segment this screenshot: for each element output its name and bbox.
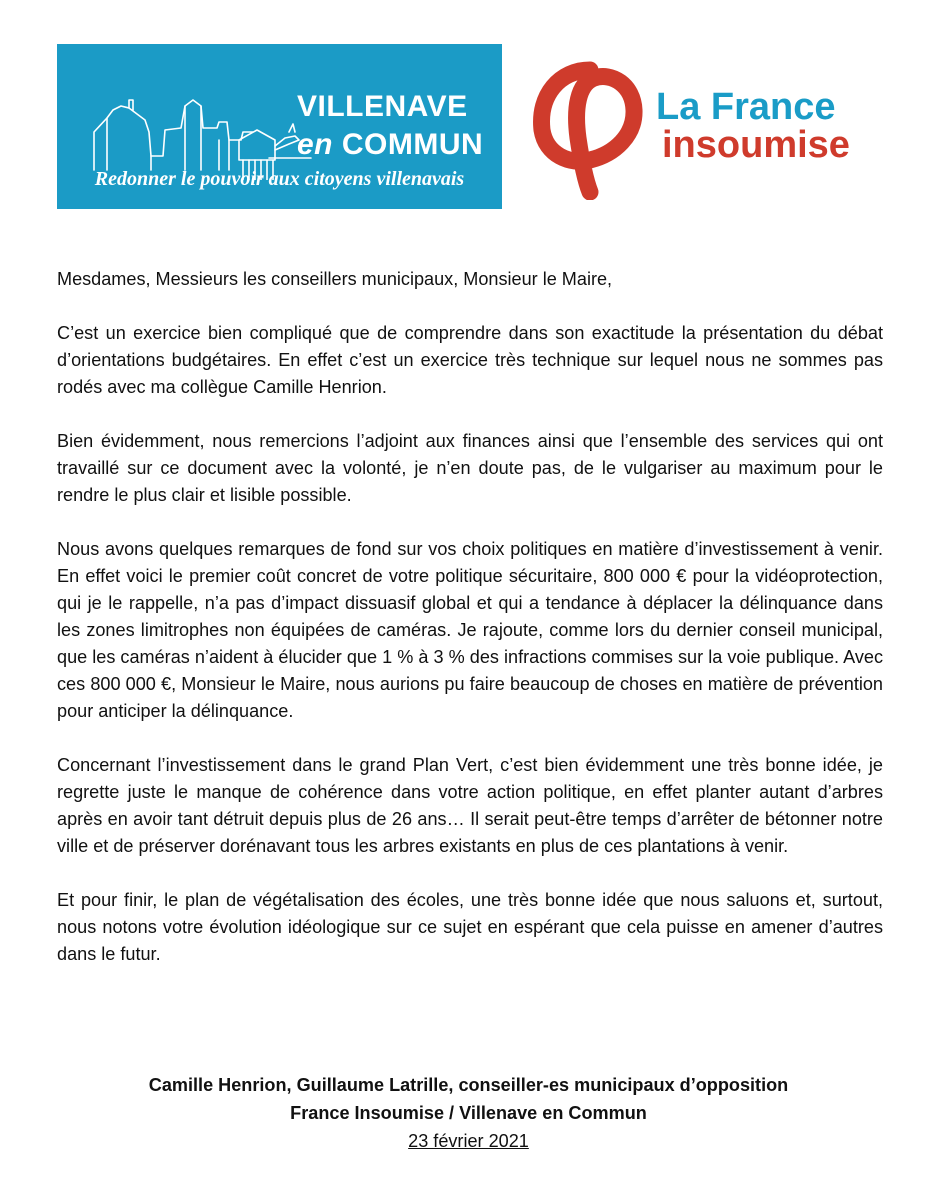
paragraph: Concernant l’investissement dans le grand Plan Vert, c’est bien évidemment une très bonne idée, je regrette juste le manque de cohérence dans votre action politique, en effet planter autant d’arbres après en avoir tant détruit depuis plus de 26 ans… Il serait peut-être temps d’arrêter de bétonner notre ville et de préserver dorénavant tous les arbres existants en plus de ces plantations à venir. [57,755,883,856]
logo-line1: La France [656,86,836,128]
logo-name-line1: VILLENAVE [297,90,468,123]
logo-name-line2-prefix: en [297,128,334,161]
salutation: Mesdames, Messieurs les conseillers municipaux, Monsieur le Maire, [57,269,613,289]
logo-name-line2 [297,128,483,162]
date: 23 février 2021 [408,1131,529,1151]
phi-symbol-icon [530,60,650,200]
signature-block [0,1071,937,1155]
town-skyline-icon [89,70,319,180]
affiliation: France Insoumise / Villenave en Commun [290,1103,647,1123]
logo-name-line2-suffix: COMMUN [341,128,484,161]
logo-tagline: Redonner le pouvoir aux citoyens villenavais [94,168,465,190]
paragraph: Nous avons quelques remarques de fond sur vos choix politiques en matière d’investissement à venir. En effet voici le premier coût concret de votre politique sécuritaire, 800 000 € pour la vidéoprotection, qui je le rappelle, n’a pas d’impact dissuasif global et qui a tendance à déplacer la délinquance dans les zones limitrophes non équipées de caméras. Je rajoute, comme lors du dernier conseil municipal, que les caméras n’aident à élucider que 1 % à 3 % des infractions commises sur la voie publique. Avec ces 800 000 €, Monsieur le Maire, nous aurions pu faire beaucoup de choses en matière de prévention pour anticiper la délinquance. [57,539,883,721]
villenave-en-commun-logo [57,44,502,209]
la-france-insoumise-logo [530,60,875,205]
paragraph: Et pour finir, le plan de végétalisation des écoles, une très bonne idée que nous saluons et, surtout, nous notons votre évolution idéologique sur ce sujet en espérant que cela puisse en amener d’autres dans le futur. [57,890,883,964]
logo-line2: insoumise [662,124,850,166]
signatories: Camille Henrion, Guillaume Latrille, conseiller-es municipaux d’opposition [148,1075,789,1095]
letter-body [57,266,883,995]
paragraph: C’est un exercice bien compliqué que de comprendre dans son exactitude la présentation du débat d’orientations budgétaires. En effet c’est un exercice très technique sur lequel nous ne sommes pas rodés avec ma collègue Camille Henrion. [57,323,883,397]
paragraph: Bien évidemment, nous remercions l’adjoint aux finances ainsi que l’ensemble des services qui ont travaillé sur ce document avec la volonté, je n’en doute pas, de le vulgariser au maximum pour le rendre le plus clair et lisible possible. [57,431,883,505]
